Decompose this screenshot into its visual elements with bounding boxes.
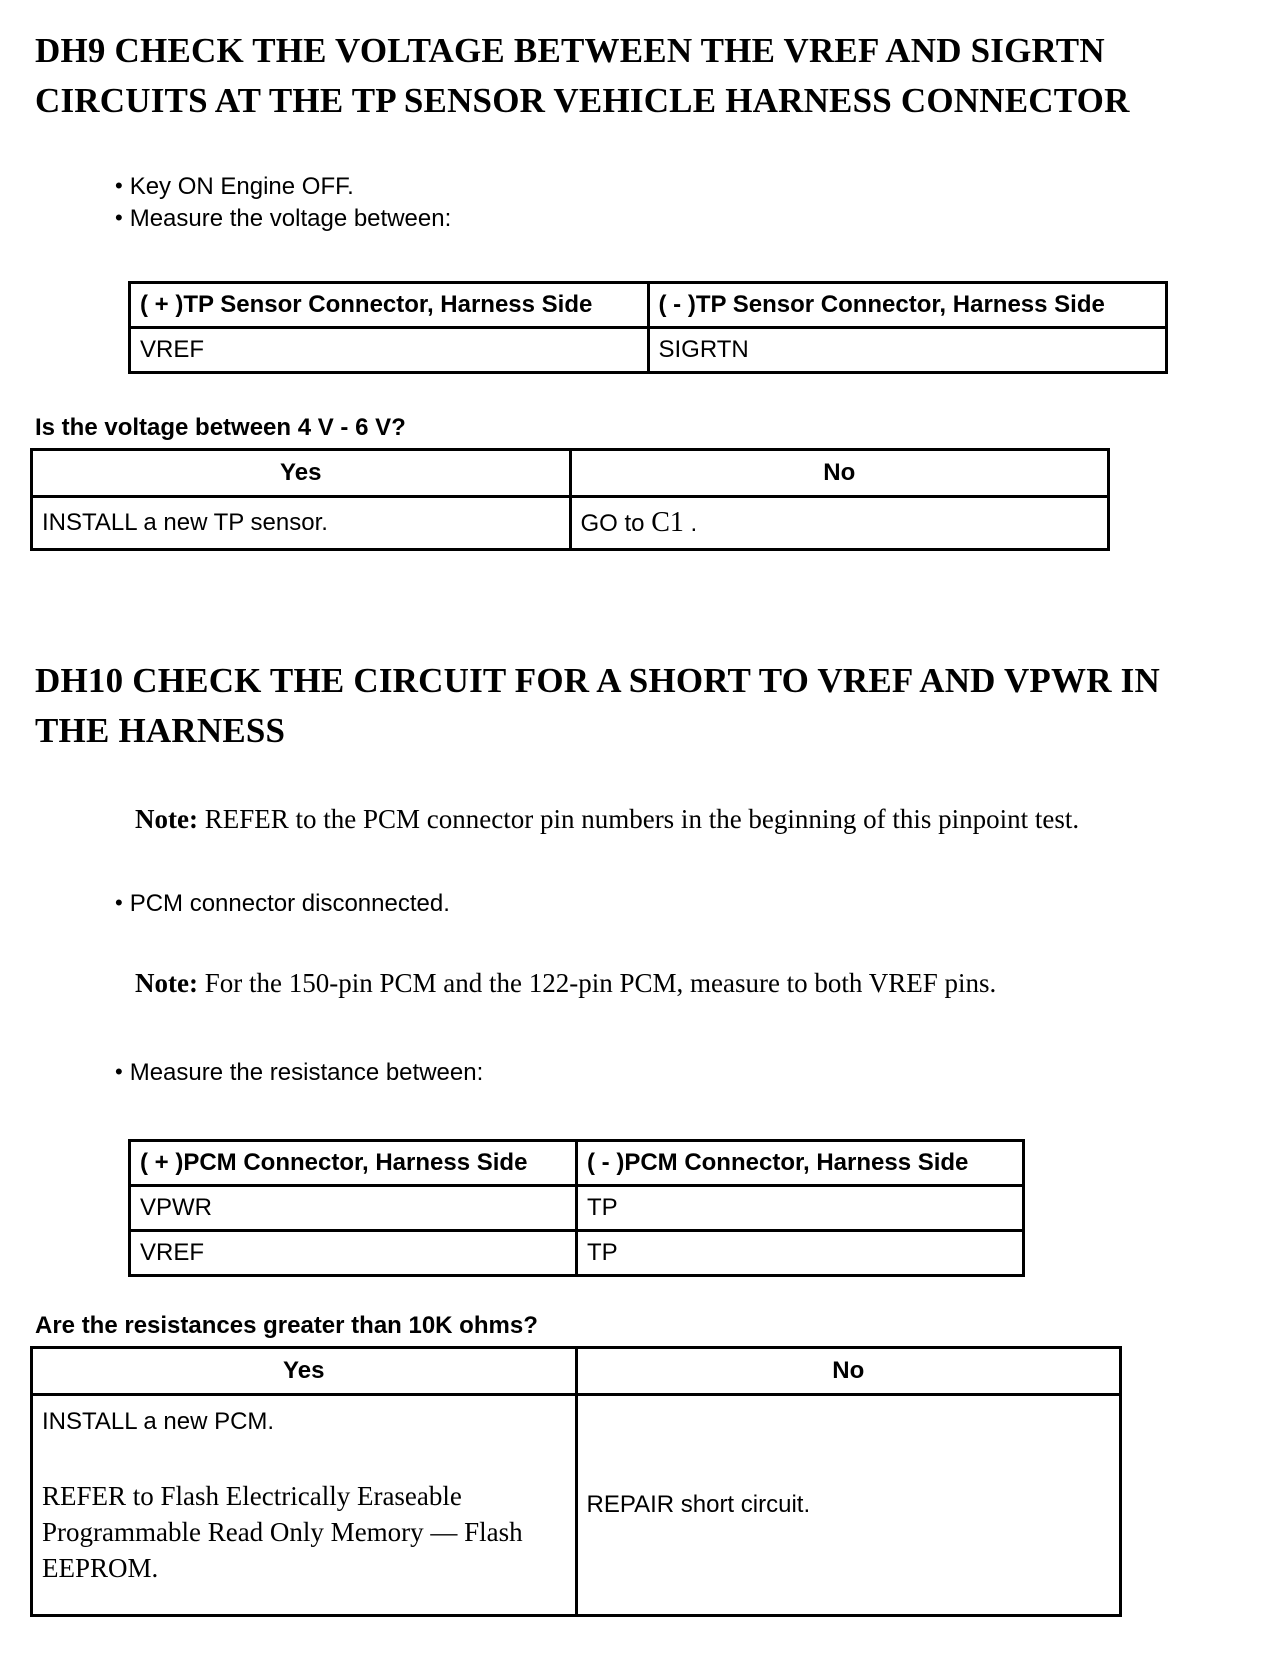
bullet-text: Measure the voltage between: — [129, 205, 452, 232]
no-action-cell — [570, 497, 1109, 550]
bullet-dot-icon: • — [115, 890, 123, 915]
table-row — [130, 1231, 1024, 1276]
table-row — [130, 328, 1167, 373]
table-row — [32, 497, 1109, 550]
table-header-row — [32, 1348, 1121, 1395]
dh9-decision-table — [30, 448, 1110, 551]
bullet-item — [115, 203, 1234, 235]
table-cell: VREF — [130, 328, 649, 373]
dh10-bullet-list-2 — [115, 1057, 1234, 1089]
no-column-header: No — [570, 450, 1109, 497]
yes-column-header: Yes — [32, 450, 571, 497]
dh10-section-heading: DH10 CHECK THE CIRCUIT FOR A SHORT TO VREF AND VPWR IN THE HARNESS — [35, 661, 1160, 750]
dh9-bullet-list — [115, 171, 1234, 235]
table-cell: TP — [577, 1186, 1024, 1231]
note-text: REFER to the PCM connector pin numbers in the beginning of this pinpoint test. — [197, 804, 1080, 834]
column-header: ( - )PCM Connector, Harness Side — [577, 1141, 1024, 1186]
column-header: ( + )TP Sensor Connector, Harness Side — [130, 283, 649, 328]
bullet-dot-icon: • — [115, 205, 123, 230]
bullet-text: Key ON Engine OFF. — [129, 173, 354, 200]
no-action-text: GO to — [580, 510, 652, 537]
yes-action-cell — [32, 1395, 577, 1616]
table-header-row — [32, 450, 1109, 497]
dh10-bullet-list-1 — [115, 888, 1234, 920]
bullet-text: PCM connector disconnected. — [129, 890, 450, 917]
table-cell: SIGRTN — [648, 328, 1167, 373]
dh9-section-heading: DH9 CHECK THE VOLTAGE BETWEEN THE VREF AND SIGRTN CIRCUITS AT THE TP SENSOR VEHICLE HARNESS CONNECTOR — [35, 31, 1130, 120]
yes-action-text: INSTALL a new PCM. — [42, 1408, 275, 1435]
yes-action-cell: INSTALL a new TP sensor. — [32, 497, 571, 550]
no-action-suffix: . — [683, 510, 698, 537]
bullet-item — [115, 888, 1234, 920]
yes-column-header: Yes — [32, 1348, 577, 1395]
bullet-item — [115, 1057, 1234, 1089]
table-cell: TP — [577, 1231, 1024, 1276]
note-label: Note: — [135, 804, 198, 834]
dh10-question: Are the resistances greater than 10K ohms? — [35, 1312, 538, 1339]
table-cell: VREF — [130, 1231, 577, 1276]
dh9-question: Is the voltage between 4 V - 6 V? — [35, 414, 406, 441]
note-paragraph — [135, 965, 1174, 1002]
table-header-row — [130, 283, 1167, 328]
table-cell: VPWR — [130, 1186, 577, 1231]
no-column-header: No — [576, 1348, 1121, 1395]
note-text: For the 150-pin PCM and the 122-pin PCM, measure to both VREF pins. — [197, 968, 997, 998]
note-label: Note: — [135, 968, 198, 998]
table-header-row — [130, 1141, 1024, 1186]
table-row — [130, 1186, 1024, 1231]
c1-step-link[interactable]: C1 — [651, 507, 684, 538]
dh10-measure-table — [128, 1139, 1025, 1277]
bullet-dot-icon: • — [115, 173, 123, 198]
no-action-cell — [576, 1395, 1121, 1616]
column-header: ( + )PCM Connector, Harness Side — [130, 1141, 577, 1186]
bullet-text: Measure the resistance between: — [129, 1059, 484, 1086]
note-paragraph — [135, 801, 1174, 838]
bullet-item — [115, 171, 1234, 203]
flash-eeprom-reference-link[interactable]: REFER to Flash Electrically Eraseable Programmable Read Only Memory — Flash EEPROM. — [42, 1481, 523, 1583]
table-row — [32, 1395, 1121, 1616]
column-header: ( - )TP Sensor Connector, Harness Side — [648, 283, 1167, 328]
no-action-text: REPAIR short circuit. — [586, 1491, 811, 1518]
bullet-dot-icon: • — [115, 1059, 123, 1084]
dh9-measure-table — [128, 281, 1168, 374]
dh10-decision-table — [30, 1346, 1122, 1617]
